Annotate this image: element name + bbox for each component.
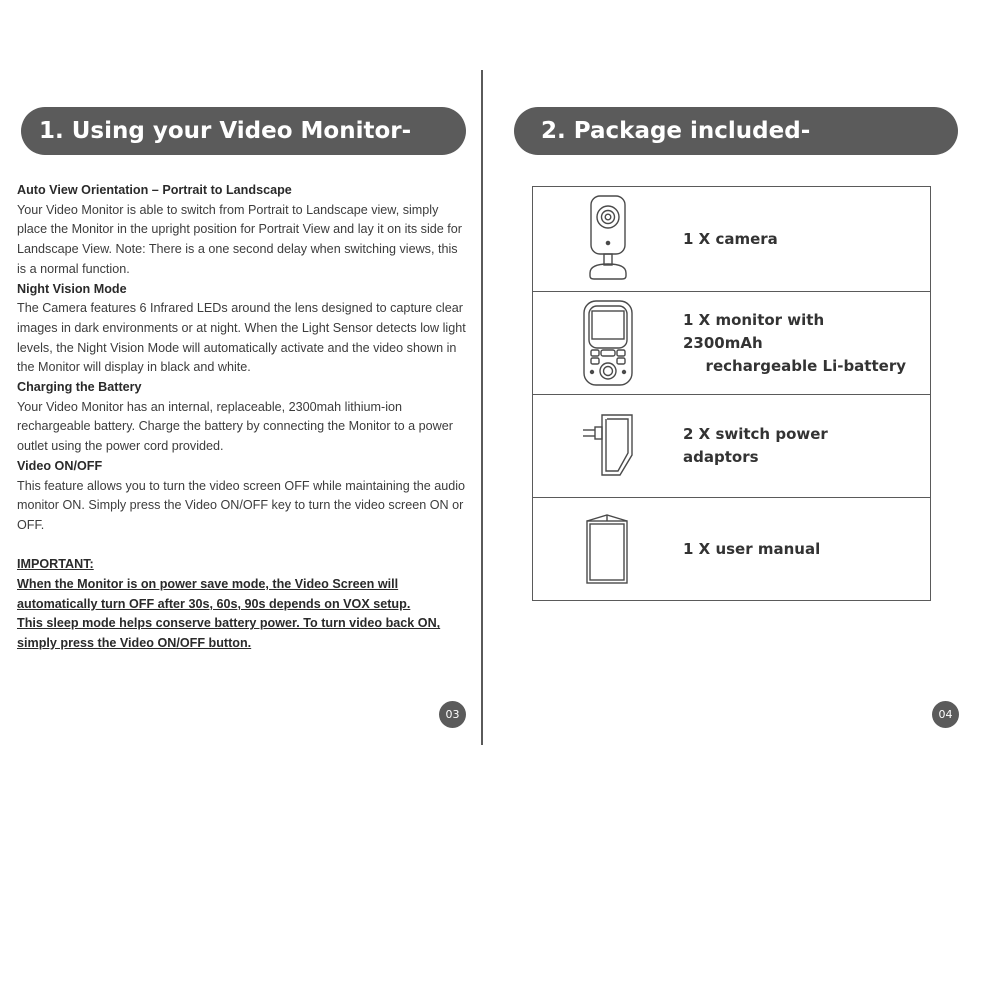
package-label-monitor xyxy=(683,309,930,378)
important-line-2: automatically turn OFF after 30s, 60s, 90s depends on VOX setup. xyxy=(17,596,411,611)
important-line-1: When the Monitor is on power save mode, the Video Screen will xyxy=(17,577,399,592)
package-item-monitor xyxy=(533,292,930,395)
section-title-night-vision: Night Vision Mode xyxy=(17,281,127,296)
page-left xyxy=(0,0,482,760)
page-divider xyxy=(481,70,483,745)
section-title-orientation: Auto View Orientation – Portrait to Landscape xyxy=(17,183,292,197)
package-item-user-manual xyxy=(533,498,930,600)
section-text-night-vision: The Camera features 6 Infrared LEDs around the lens designed to capture clear images in dark environments or at night. When the Light Sensor detects low light levels, the Night Vision Mode will automatically activate and the video shown in the Monitor will display in black and white. xyxy=(17,301,466,375)
package-item-power-adaptors xyxy=(533,395,930,498)
package-label-monitor-line1: 1 X monitor with 2300mAh xyxy=(683,310,825,352)
package-label-camera-line1: 1 X camera xyxy=(683,229,778,248)
page-number-right: 04 xyxy=(932,701,959,728)
section-header-using-monitor: 1. Using your Video Monitor- xyxy=(21,107,466,155)
section-title-charging: Charging the Battery xyxy=(17,380,142,395)
important-line-3: This sleep mode helps conserve battery power. To turn video back ON, xyxy=(17,616,441,631)
section-title-video-onoff: Video ON/OFF xyxy=(17,458,103,473)
section-text-video-onoff: This feature allows you to turn the video screen OFF while maintaining the audio monitor ON. Simply press the Video ON/OFF key to turn the video screen ON or OFF. xyxy=(17,478,466,532)
camera-icon xyxy=(533,193,683,285)
section-header-package: 2. Package included- xyxy=(514,107,958,155)
section-text-charging: Your Video Monitor has an internal, replaceable, 2300mah lithium-ion rechargeable battery. Charge the battery by connecting the Monitor to a power outlet using the power cord provided. xyxy=(17,399,453,454)
power-adaptor-icon xyxy=(533,411,683,481)
page-number-left: 03 xyxy=(439,701,466,728)
important-line-4: simply press the Video ON/OFF button. xyxy=(17,636,252,651)
monitor-icon xyxy=(533,298,683,388)
package-label-user-manual-line1: 1 X user manual xyxy=(683,539,821,558)
package-label-power-adaptors-line1: 2 X switch power adaptors xyxy=(683,425,828,466)
user-manual-icon xyxy=(533,511,683,587)
section-text-orientation: Your Video Monitor is able to switch from Portrait to Landscape view, simply place the Monitor in the upright position for Portrait View and lay it on its side for Landscape View. Note: There is a one second delay when switching views, this is a normal function. xyxy=(17,202,462,276)
spacer xyxy=(17,536,467,556)
package-label-monitor-line2: rechargeable Li-battery xyxy=(705,356,906,375)
package-label-power-adaptors xyxy=(683,423,930,469)
instructions-body xyxy=(17,181,467,654)
page-right xyxy=(484,0,1000,760)
package-label-user-manual xyxy=(683,538,930,561)
package-label-camera xyxy=(683,228,930,251)
package-table xyxy=(532,186,931,601)
important-heading: IMPORTANT: xyxy=(17,557,94,572)
package-item-camera xyxy=(533,187,930,292)
